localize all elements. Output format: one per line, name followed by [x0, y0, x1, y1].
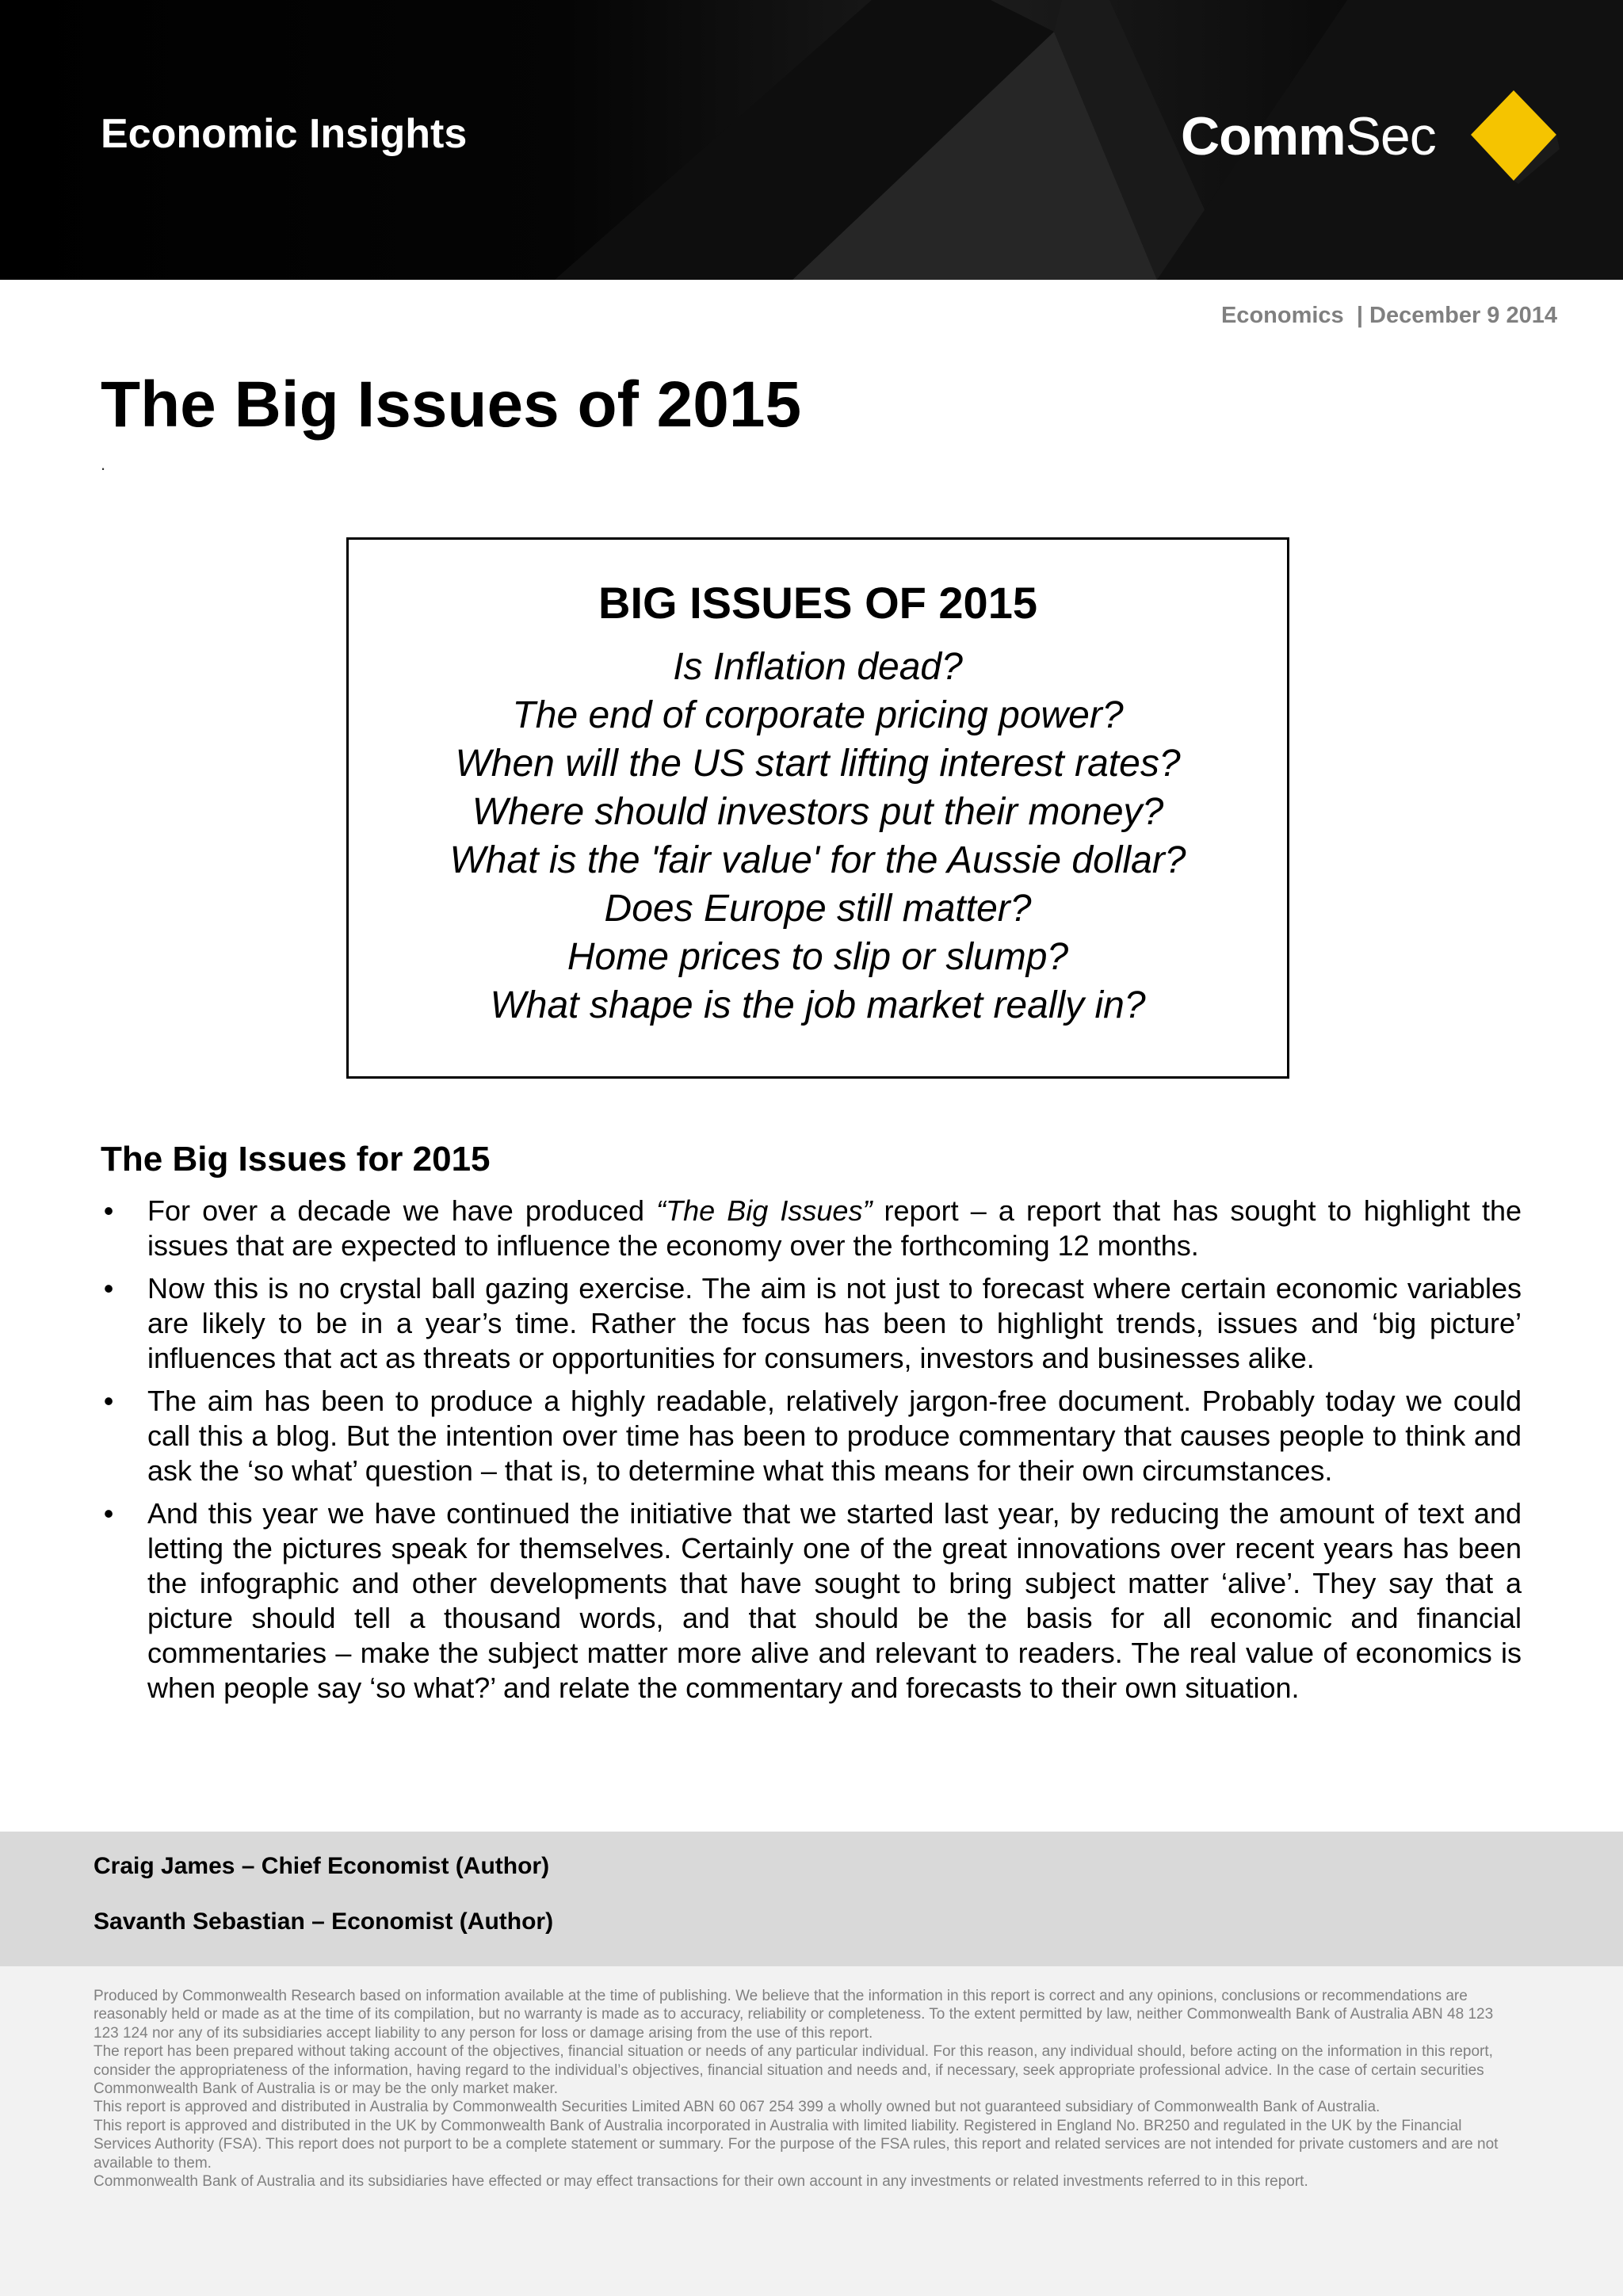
authors-panel	[0, 1832, 1623, 1966]
section-heading: The Big Issues for 2015	[101, 1140, 491, 1179]
logo-wordmark: CommSec	[1181, 106, 1436, 166]
page-header	[0, 0, 1623, 280]
big-issues-box	[346, 537, 1289, 1079]
disclaimer-paragraph: The report has been prepared without taking account of the objectives, financial situation or needs of any particular individual. For this reason, any individual should, before acting on the information in this report, consider the appropriateness of the information, having regard to the individual’s objectives, financial situation and needs and, if necessary, seek appropriate professional advice. In the case of certain securities Commonwealth Bank of Australia is or may be the only market maker.	[94, 2043, 1493, 2098]
disclaimer-paragraph: Commonwealth Bank of Australia and its subsidiaries have effected or may effect transactions for their own account in any investments or related investments referred to in this report.	[94, 2173, 1308, 2191]
box-title: BIG ISSUES OF 2015	[598, 578, 1037, 628]
question-item: What is the 'fair value' for the Aussie dollar?	[449, 839, 1186, 881]
bullet-list	[101, 1194, 1522, 1713]
disclaimer-paragraph: This report is approved and distributed in Australia by Commonwealth Securities Limited ABN 60 067 254 399 a wholly owned but not guaranteed subsidiary of Commonwealth Bank of Australia.	[94, 2099, 1381, 2116]
bullet-item: • And this year we have continued the initiative that we started last year, by reducing the amount of text and letting the pictures speak for themselves. Certainly one of the great innovations over recent years has been the infographic and other developments that have sought to bring subject matter ‘alive’. They say that a picture should tell a thousand words, and that should be the basis for all economic and financial commentaries – make the subject matter more alive and relevant to readers. The real value of economics is when people say ‘so what?’ and relate the commentary and forecasts to their own situation.	[101, 1496, 1522, 1706]
questions-list	[349, 643, 1287, 1030]
question-item: Is Inflation dead?	[673, 646, 963, 688]
bullet-item: • Now this is no crystal ball gazing exercise. The aim is not just to forecast where certain economic variables are likely to be in a year’s time. Rather the focus has been to highlight trends, issues and ‘big picture’ influences that act as threats or opportunities for consumers, investors and businesses alike.	[101, 1271, 1522, 1376]
bullet-marker: •	[103, 1385, 114, 1417]
disclaimer-text	[94, 1987, 1520, 2191]
bullet-marker: •	[103, 1194, 114, 1227]
page-title: The Big Issues of 2015	[101, 369, 802, 441]
stray-dot: .	[101, 454, 106, 474]
bullet-item: • For over a decade we have produced “The Big Issues” report – a report that has sought to highlight the issues that are expected to influence the economy over the forthcoming 12 months.	[101, 1194, 1522, 1263]
bullet-marker: •	[103, 1272, 114, 1305]
author-name: Craig James – Chief Economist (Author)	[94, 1853, 550, 1879]
bullet-item: • The aim has been to produce a highly readable, relatively jargon-free document. Probably today we could call this a blog. But the intention over time has been to produce commentary that causes people to think and ask the ‘so what’ question – that is, to determine what this means for their own circumstances.	[101, 1384, 1522, 1488]
report-date: December 9 2014	[1369, 303, 1557, 328]
question-item: What shape is the job market really in?	[490, 984, 1146, 1026]
commsec-logo	[1181, 89, 1561, 184]
question-item: When will the US start lifting interest rates?	[455, 743, 1181, 785]
header-title: Economic Insights	[101, 111, 468, 157]
disclaimer-paragraph: This report is approved and distributed in the UK by Commonwealth Bank of Australia incorporated in Australia with limited liability. Registered in England No. BR250 and regulated in the UK by the Financial Services Authority (FSA). This report does not purport to be a complete statement or summary. For the purpose of the FSA rules, this report and related services are not intended for private customers and are not available to them.	[94, 2117, 1499, 2172]
question-item: Does Europe still matter?	[604, 888, 1032, 930]
disclaimer-paragraph: Produced by Commonwealth Research based on information available at the time of publishing. We believe that the information in this report is correct and any opinions, conclusions or recommendations are reasonably held or made as at the time of its compilation, but no warranty is made as to accuracy, reliability or completeness. To the extent permitted by law, neither Commonwealth Bank of Australia ABN 48 123 123 124 nor any of its subsidiaries accept liability to any person for loss or damage arising from the use of this report.	[94, 1988, 1494, 2042]
question-item: Where should investors put their money?	[472, 791, 1164, 833]
report-meta	[1221, 303, 1557, 329]
logo-diamond-icon	[1468, 89, 1560, 184]
report-category: Economics	[1220, 303, 1344, 328]
meta-separator: |	[1356, 303, 1363, 328]
bullet-marker: •	[103, 1497, 114, 1530]
question-item: Home prices to slip or slump?	[567, 936, 1069, 978]
question-item: The end of corporate pricing power?	[512, 694, 1124, 736]
author-name: Savanth Sebastian – Economist (Author)	[94, 1908, 554, 1935]
